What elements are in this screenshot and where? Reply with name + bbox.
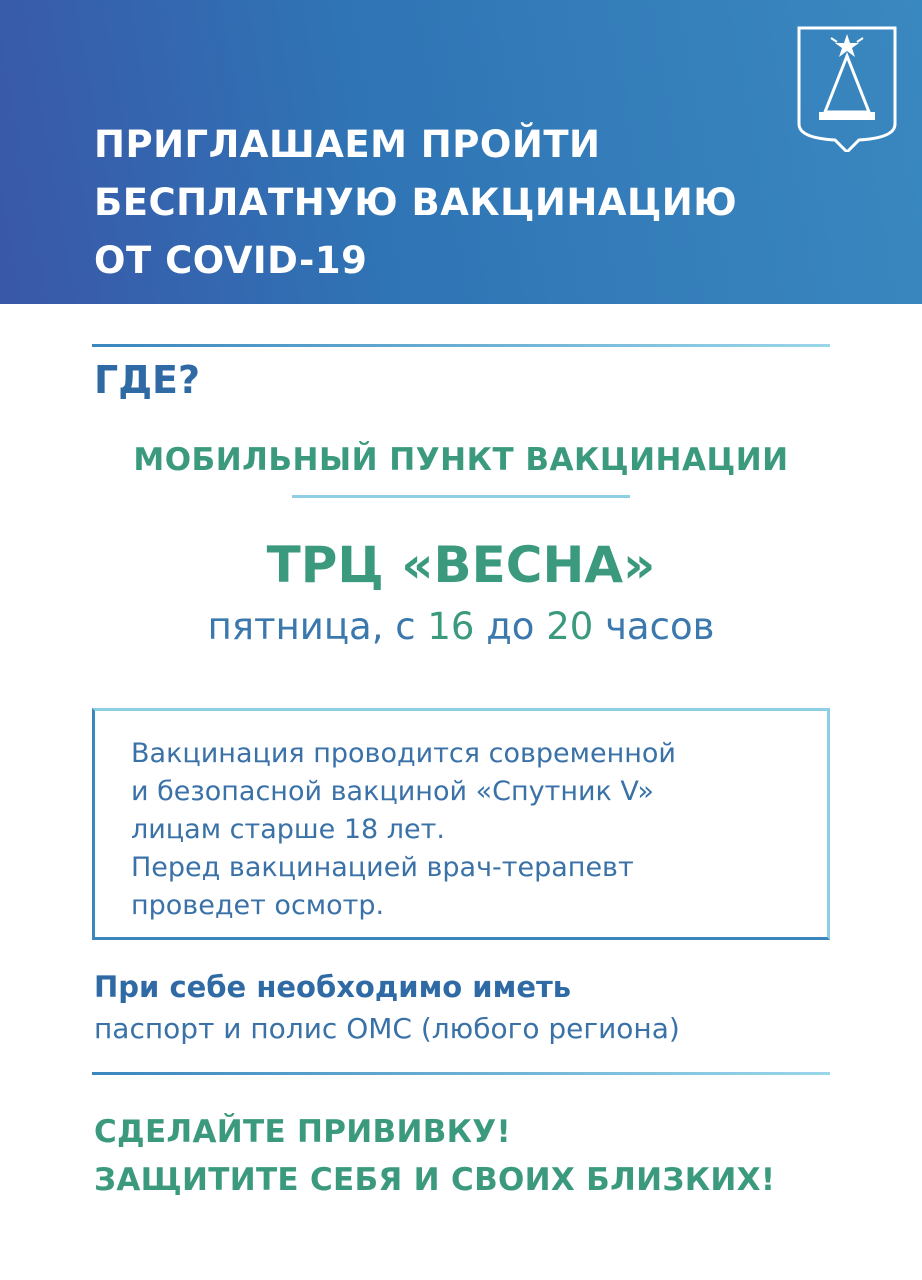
title-line: ОТ COVID-19 <box>94 239 368 282</box>
info-line: Перед вакцинацией врач-терапевт <box>131 852 634 883</box>
info-line: Вакцинация проводится современной <box>131 738 676 769</box>
header-banner <box>0 0 922 304</box>
divider <box>92 344 830 347</box>
requirements-text: паспорт и полис ОМС (любого региона) <box>94 1012 680 1045</box>
info-line: и безопасной вакциной «Спутник V» <box>131 776 654 807</box>
schedule-suffix: часов <box>605 605 715 648</box>
info-text <box>131 735 821 925</box>
info-box <box>92 708 830 940</box>
divider <box>292 495 630 498</box>
vaccination-point-label: МОБИЛЬНЫЙ ПУНКТ ВАКЦИНАЦИИ <box>133 442 789 478</box>
title-line: ПРИГЛАШАЕМ ПРОЙТИ <box>94 123 601 166</box>
cta-line: ЗАЩИТИТЕ СЕБЯ И СВОИХ БЛИЗКИХ! <box>94 1162 776 1198</box>
info-line: проведет осмотр. <box>131 890 385 921</box>
schedule-to: 20 <box>546 605 594 648</box>
cta-line: СДЕЛАЙТЕ ПРИВИВКУ! <box>94 1114 511 1150</box>
vaccination-point-type <box>0 442 922 478</box>
info-line: лицам старше 18 лет. <box>131 814 445 845</box>
venue-name: ТРЦ «ВЕСНА» <box>266 536 656 594</box>
schedule-from: 16 <box>427 605 475 648</box>
schedule <box>0 605 922 648</box>
schedule-prefix: пятница, с <box>207 605 416 648</box>
call-to-action <box>94 1108 775 1204</box>
page-title <box>94 116 794 290</box>
title-line: БЕСПЛАТНУЮ ВАКЦИНАЦИЮ <box>94 181 738 224</box>
schedule-mid: до <box>486 605 535 648</box>
divider <box>92 1072 830 1075</box>
requirements-title: При себе необходимо иметь <box>94 970 572 1004</box>
city-coat-of-arms-icon <box>797 26 897 152</box>
where-heading: ГДЕ? <box>94 358 201 402</box>
